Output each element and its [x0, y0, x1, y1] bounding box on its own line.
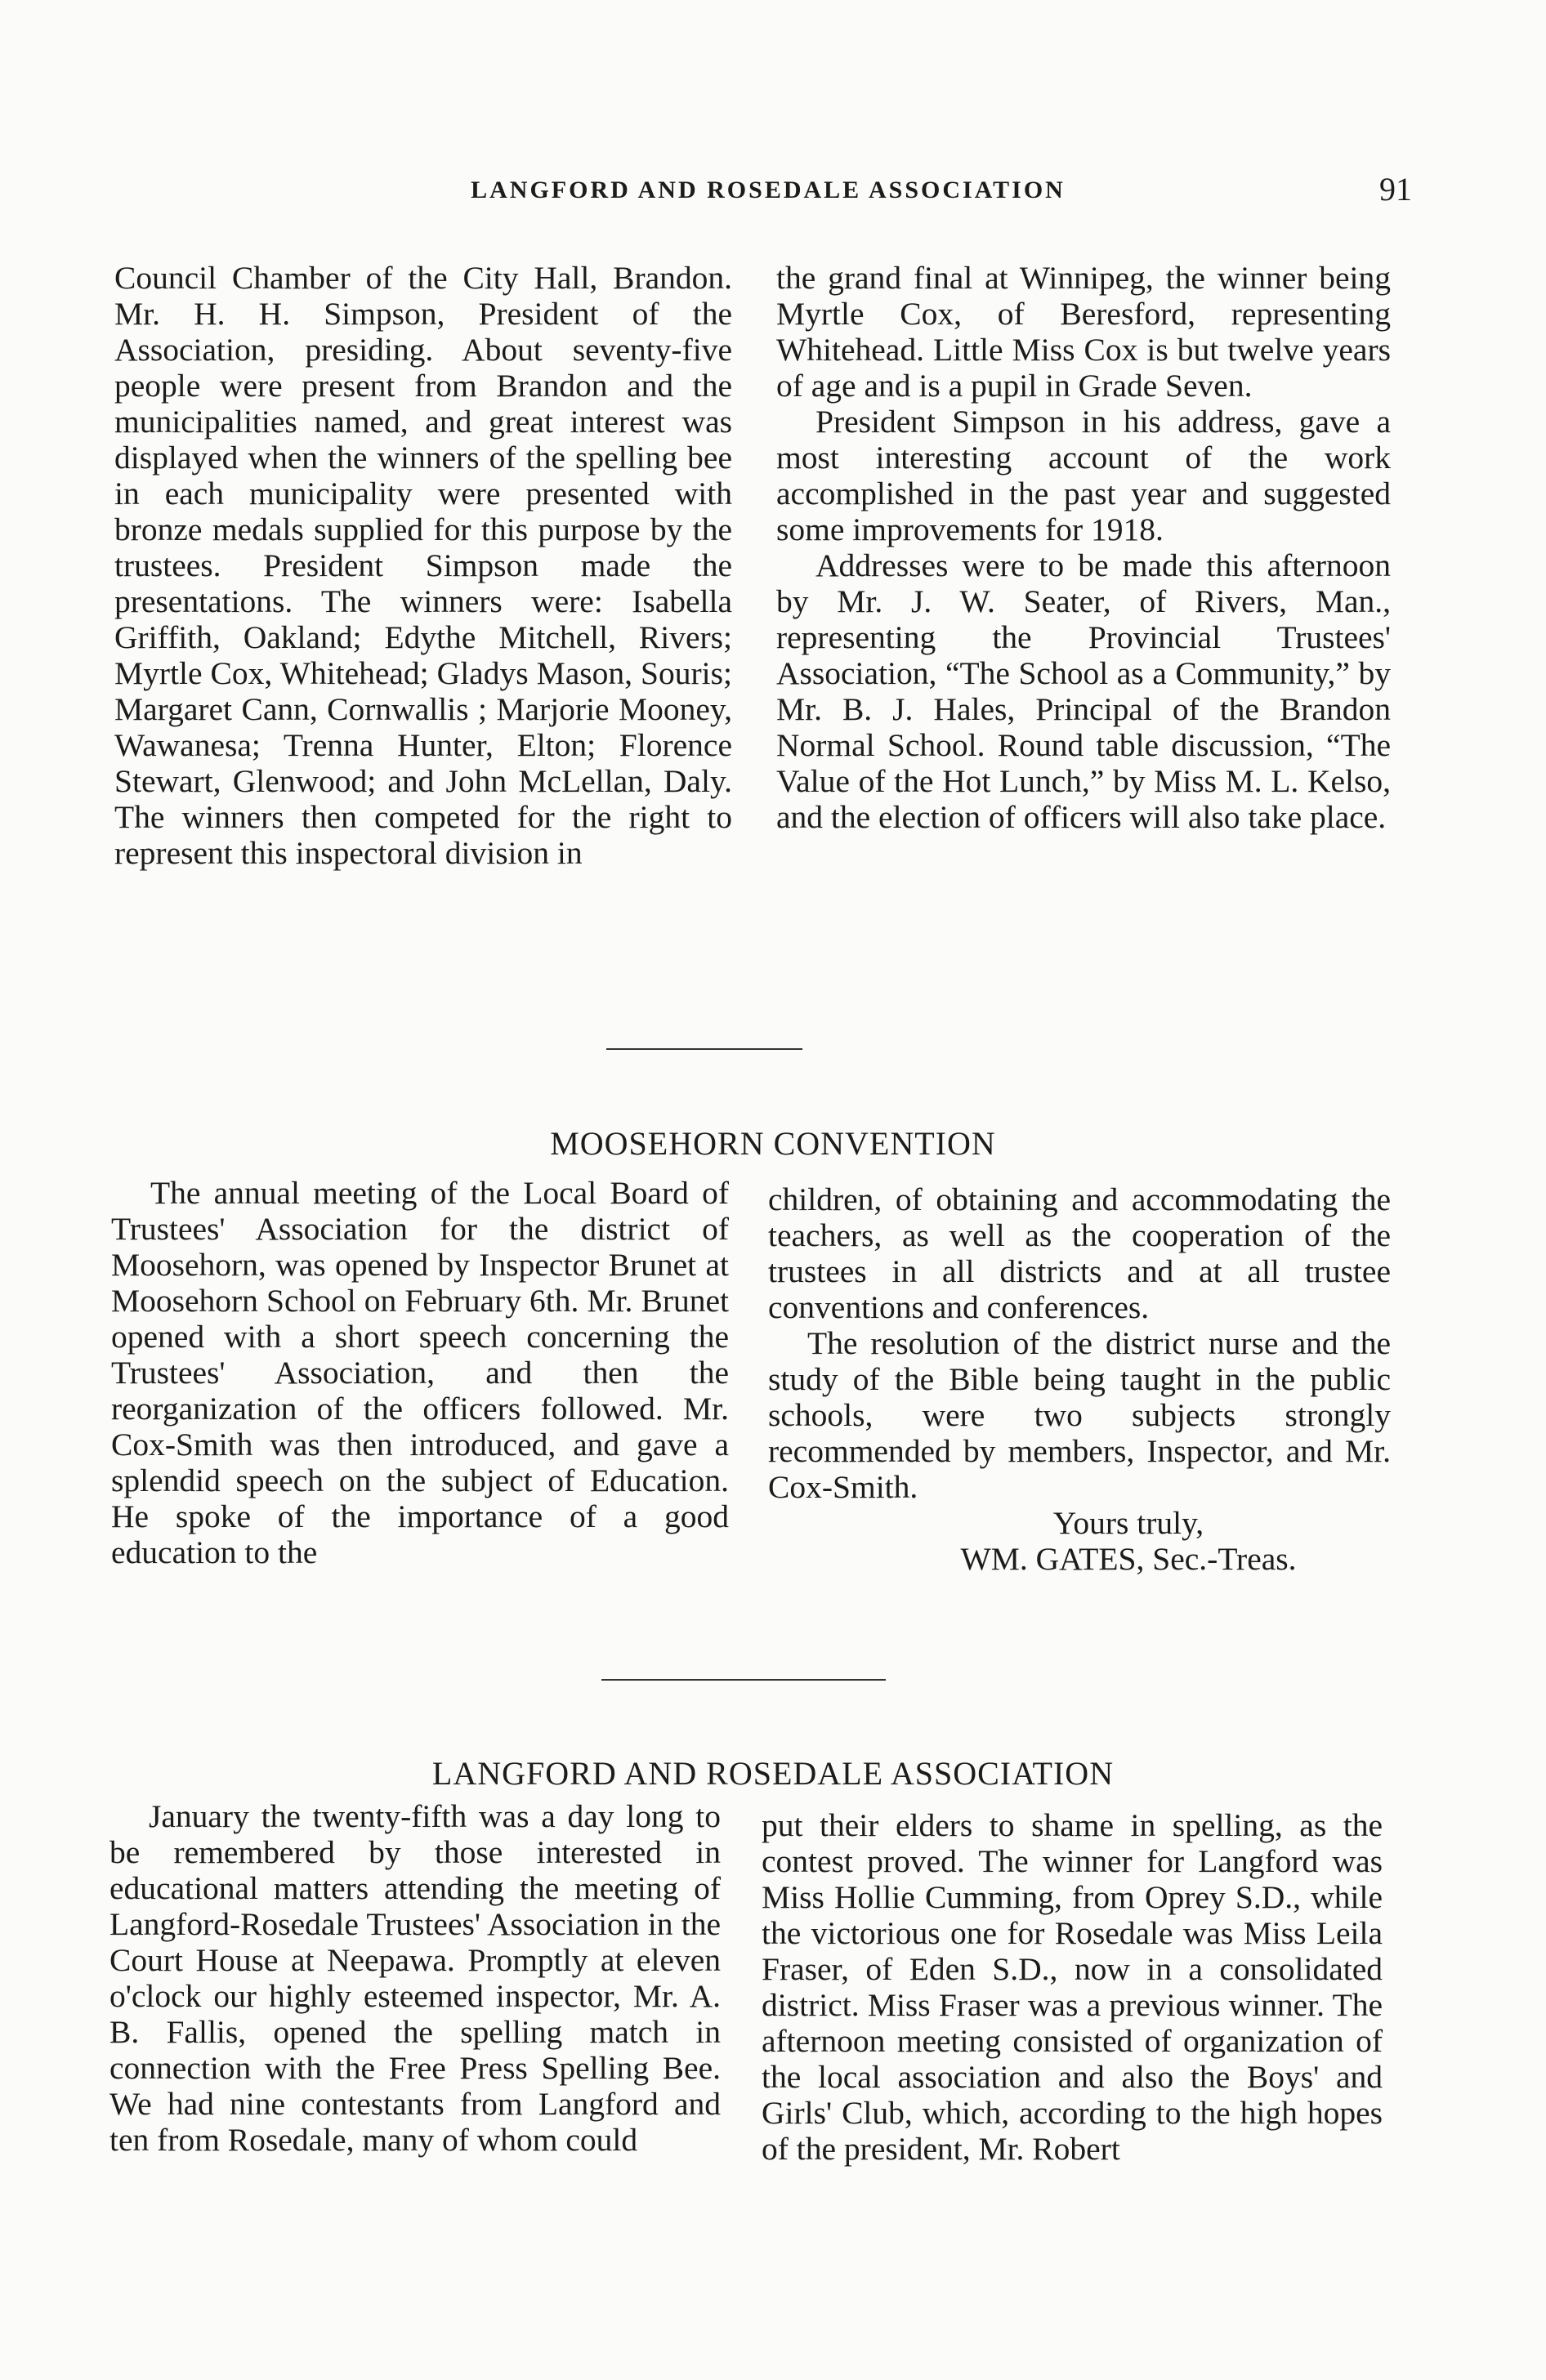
section3-title: LANGFORD AND ROSEDALE ASSOCIATION	[431, 1755, 1115, 1792]
section2-right-column	[768, 1181, 1391, 1577]
section2-left-column	[111, 1175, 729, 1570]
running-title: LANGFORD AND ROSEDALE ASSOCIATION	[471, 176, 1066, 203]
section1-right-para2: President Simpson in his address, gave a most interesting account of the work accomplished in the past year and suggested some improvements for 1918.	[776, 404, 1391, 547]
section-divider-2	[601, 1679, 886, 1681]
section1-left-text: Council Chamber of the City Hall, Brandon. Mr. H. H. Simpson, President of the Association, presiding. About seventy-five people were present from Brandon and the municipalities named, and great interest was displayed when the winners of the spelling bee in each municipality were presented with bronze medals supplied for this purpose by the trustees. President Simpson made the presentations. The winners were: Isabella Griffith, Oakland; Edythe Mitchell, Rivers; Myrtle Cox, Whitehead; Gladys Mason, Souris; Margaret Cann, Cornwallis ; Marjorie Mooney, Wawanesa; Trenna Hunter, Elton; Florence Stewart, Glenwood; and John McLellan, Daly. The winners then competed for the right to represent this inspectoral division in	[114, 260, 732, 871]
closing-line: Yours truly,	[1052, 1505, 1204, 1541]
section3-right-text: put their elders to shame in spelling, as the contest proved. The winner for Langford was Miss Hollie Cumming, from Oprey S.D., while the victorious one for Rosedale was Miss Leila Fraser, of Eden S.D., now in a consolidated district. Miss Fraser was a previous winner. The afternoon meeting consisted of organization of the local association and also the Boys' and Girls' Club, which, according to the high hopes of the president, Mr. Robert	[762, 1807, 1383, 2167]
signature: WM. GATES, Sec.-Treas.	[960, 1541, 1297, 1577]
section3-right-column	[762, 1807, 1383, 2167]
section2-left-text: The annual meeting of the Local Board of Trustees' Association for the district of Moosehorn, was opened by Inspector Brunet at Moosehorn School on February 6th. Mr. Brunet opened with a short speech concerning the Trustees' Association, and then the reorganization of the officers followed. Mr. Cox-Smith was then introduced, and gave a splendid speech on the subject of Education. He spoke of the importance of a good education to the	[111, 1175, 729, 1570]
section3-left-text: January the twenty-fifth was a day long to be remembered by those interested in educational matters attending the meeting of Langford-Rosedale Trustees' Association in the Court House at Neepawa. Promptly at eleven o'clock our highly esteemed inspector, Mr. A. B. Fallis, opened the spelling match in connection with the Free Press Spelling Bee. We had nine contestants from Langford and ten from Rosedale, many of whom could	[109, 1798, 721, 2158]
section2-right-para2: The resolution of the district nurse and the study of the Bible being taught in the public schools, were two subjects strongly recommended by members, Inspector, and Mr. Cox-Smith.	[768, 1325, 1391, 1505]
section3-left-column	[109, 1798, 721, 2158]
section1-right-para3: Addresses were to be made this afternoon by Mr. J. W. Seater, of Rivers, Man., representing the Provincial Trustees' Association, “The School as a Community,” by Mr. B. J. Hales, Principal of the Brandon Normal School. Round table discussion, “The Value of the Hot Lunch,” by Miss M. L. Kelso, and the election of officers will also take place.	[776, 547, 1391, 835]
section1-right-column	[776, 260, 1391, 835]
section1-right-para1: the grand final at Winnipeg, the winner being Myrtle Cox, of Beresford, representing Whitehead. Little Miss Cox is but twelve years of age and is a pupil in Grade Seven.	[776, 260, 1391, 404]
running-head	[114, 170, 1422, 219]
section2-right-para1: children, of obtaining and accommodating the teachers, as well as the cooperation of the trustees in all districts and at all trustee conventions and conferences.	[768, 1181, 1391, 1325]
section2-title: MOOSEHORN CONVENTION	[550, 1125, 996, 1162]
page-number: 91	[1379, 171, 1412, 208]
section-divider-1	[606, 1048, 802, 1050]
section1-left-column	[114, 260, 732, 871]
